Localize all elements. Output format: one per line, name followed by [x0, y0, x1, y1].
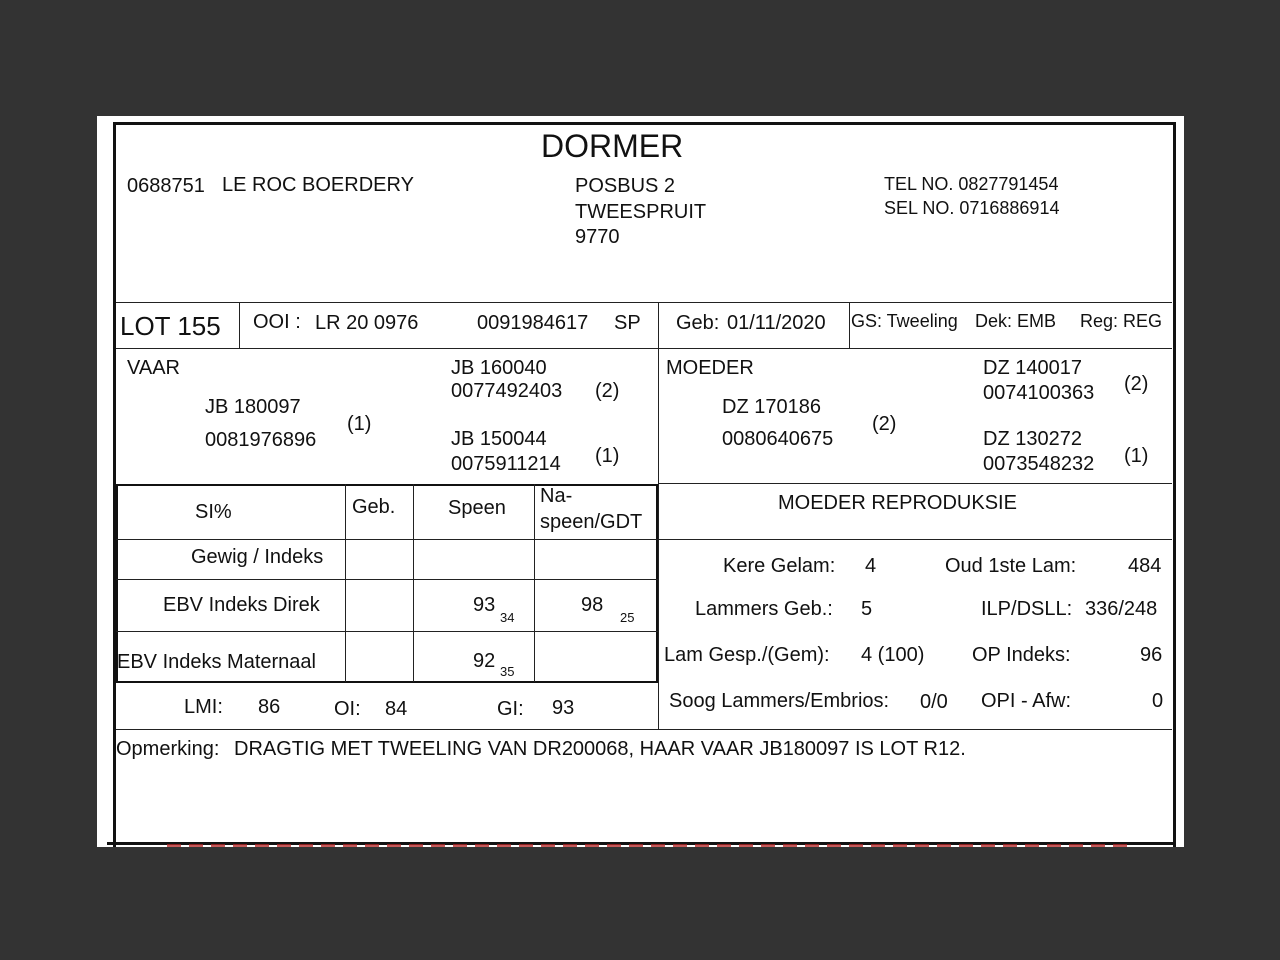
dam-sire-number: 0074100363: [983, 382, 1095, 404]
naspeen-header-line2: speen/GDT: [540, 511, 643, 533]
kere-value: 4: [865, 555, 877, 577]
gs-status: GS: Tweeling: [851, 311, 958, 331]
row-label-direk: EBV Indeks Direk: [163, 594, 320, 616]
dam-dam-id: DZ 130272: [983, 428, 1082, 450]
sire-mark: (1): [347, 413, 372, 435]
divider: [658, 484, 659, 729]
birth-label: Geb:: [676, 312, 720, 334]
opi-label: OPI - Afw:: [981, 690, 1072, 712]
divider: [116, 348, 1172, 349]
naspeen-header-line1: Na-: [540, 485, 573, 507]
ooi-id: LR 20 0976: [315, 312, 419, 334]
direk-speen-accuracy: 34: [500, 610, 515, 625]
cut-off-footer-text: [167, 844, 1127, 847]
sire-dam-mark: (1): [595, 445, 620, 467]
sire-sire-mark: (2): [595, 380, 620, 402]
kere-label: Kere Gelam:: [723, 555, 836, 577]
oud-value: 484: [1128, 555, 1162, 577]
gi-value: 93: [552, 697, 575, 719]
dam-id: DZ 170186: [722, 396, 821, 418]
divider: [534, 484, 535, 682]
reproduction-title: MOEDER REPRODUKSIE: [778, 492, 1017, 514]
sire-sire-number: 0077492403: [451, 380, 563, 402]
ilp-value: 336/248: [1085, 598, 1158, 620]
direk-naspeen-value: 98: [581, 594, 604, 616]
direk-naspeen-accuracy: 25: [620, 610, 635, 625]
soog-label: Soog Lammers/Embrios:: [669, 690, 890, 712]
divider: [116, 539, 1172, 540]
divider: [849, 302, 850, 348]
divider: [413, 484, 414, 682]
dam-dam-number: 0073548232: [983, 453, 1095, 475]
divider: [239, 302, 240, 348]
geb-header: Geb.: [352, 496, 396, 518]
lammers-value: 5: [861, 598, 873, 620]
divider: [345, 484, 346, 682]
maternaal-speen-value: 92: [473, 650, 496, 672]
breed-title: DORMER: [541, 128, 684, 164]
farm-code: 0688751: [127, 175, 205, 197]
op-label: OP Indeks:: [972, 644, 1071, 666]
oi-label: OI:: [334, 698, 361, 720]
gesp-label: Lam Gesp./(Gem):: [664, 644, 830, 666]
lot-card: [97, 116, 1184, 847]
farm-name: LE ROC BOERDERY: [222, 174, 414, 196]
si-header: SI%: [195, 501, 232, 523]
ilp-label: ILP/DSLL:: [981, 598, 1073, 620]
reg-status: Reg: REG: [1080, 311, 1163, 331]
sp-code: SP: [614, 312, 641, 334]
sire-id: JB 180097: [205, 396, 301, 418]
lmi-value: 86: [258, 696, 281, 718]
sire-label: VAAR: [127, 357, 180, 379]
divider: [116, 579, 658, 580]
dam-sire-mark: (2): [1124, 373, 1149, 395]
op-value: 96: [1140, 644, 1163, 666]
dam-mark: (2): [872, 413, 897, 435]
address-line-1: POSBUS 2: [575, 175, 676, 197]
opi-value: 0: [1152, 690, 1164, 712]
address-line-2: TWEESPRUIT: [575, 201, 707, 223]
dam-sire-id: DZ 140017: [983, 357, 1082, 379]
lammers-label: Lammers Geb.:: [695, 598, 833, 620]
row-label-gewig: Gewig / Indeks: [191, 546, 324, 568]
speen-header: Speen: [448, 497, 506, 519]
address-line-3: 9770: [575, 226, 620, 248]
divider: [116, 302, 1172, 303]
birth-date: 01/11/2020: [727, 312, 826, 334]
soog-value: 0/0: [920, 691, 948, 713]
sire-number: 0081976896: [205, 429, 317, 451]
remark-text: DRAGTIG MET TWEELING VAN DR200068, HAAR VAAR JB180097 IS LOT R12.: [234, 738, 966, 760]
lot-number: LOT 155: [120, 311, 221, 341]
divider: [659, 483, 1172, 484]
divider: [658, 302, 659, 484]
ooi-label: OOI :: [253, 311, 301, 333]
divider: [116, 631, 658, 632]
animal-number: 0091984617: [477, 312, 589, 334]
gesp-value: 4 (100): [861, 644, 925, 666]
table-border: [116, 484, 658, 486]
sel-number: SEL NO. 0716886914: [884, 198, 1060, 218]
oud-label: Oud 1ste Lam:: [945, 555, 1077, 577]
lmi-label: LMI:: [184, 696, 223, 718]
sire-dam-id: JB 150044: [451, 428, 547, 450]
divider: [116, 729, 1172, 730]
direk-speen-value: 93: [473, 594, 496, 616]
oi-value: 84: [385, 698, 408, 720]
gi-label: GI:: [497, 698, 524, 720]
maternaal-speen-accuracy: 35: [500, 664, 515, 679]
sire-dam-number: 0075911214: [451, 453, 561, 475]
tel-number: TEL NO. 0827791454: [884, 174, 1059, 194]
table-border: [116, 681, 658, 683]
sire-sire-id: JB 160040: [451, 357, 547, 379]
dam-number: 0080640675: [722, 428, 834, 450]
remark-label: Opmerking:: [116, 738, 220, 760]
dam-dam-mark: (1): [1124, 445, 1149, 467]
dam-label: MOEDER: [666, 357, 754, 379]
row-label-maternaal: EBV Indeks Maternaal: [117, 651, 316, 673]
dek-status: Dek: EMB: [975, 311, 1057, 331]
